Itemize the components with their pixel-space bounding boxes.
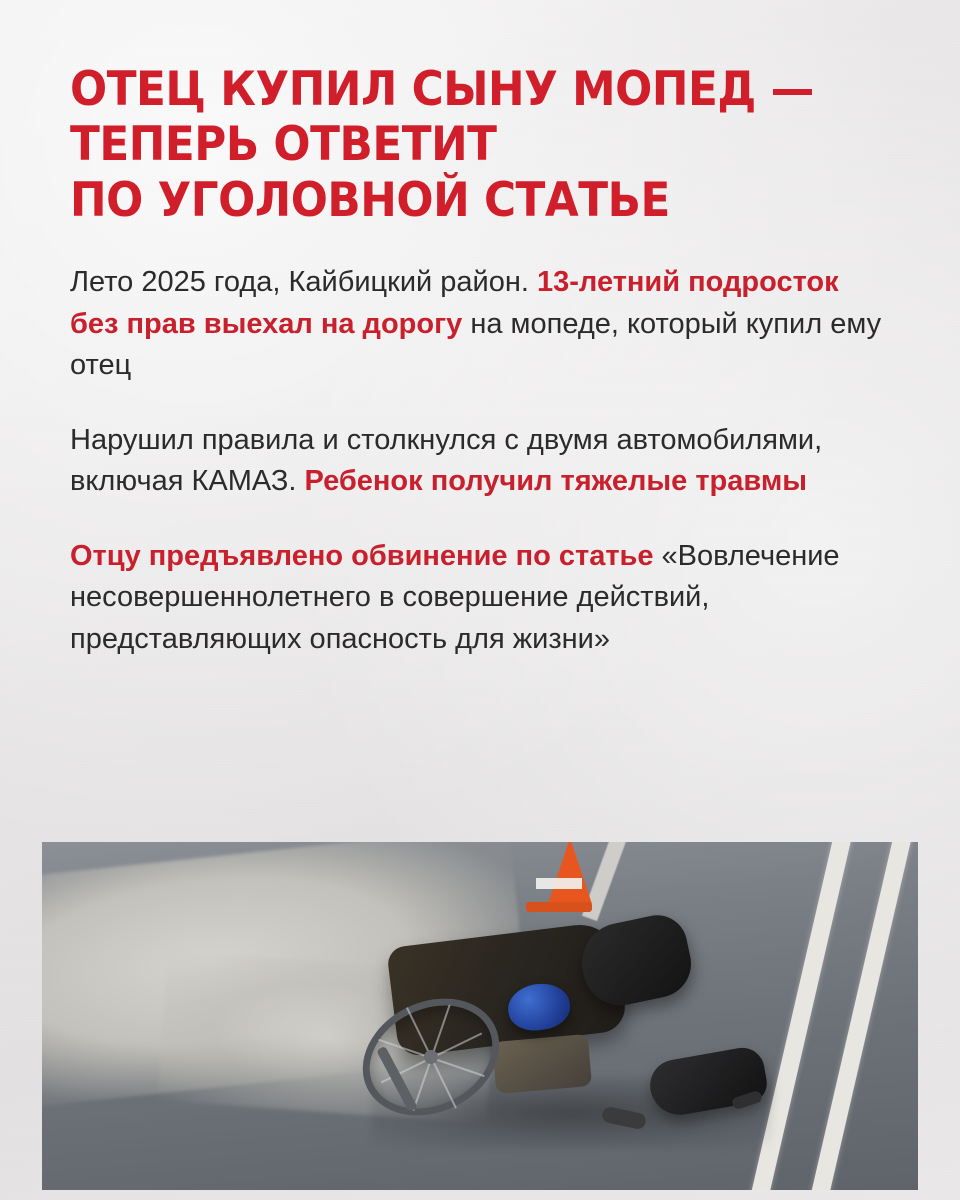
paragraph-2-segment-highlight: Ребенок получил тяжелые травмы [304,465,808,498]
photo-road-marking-right [799,842,918,1190]
photo-road-surface [42,842,918,1190]
moped-engine [492,1034,592,1094]
paragraph-1-segment-plain-lead: Лето 2025 года, Кайбицкий район. [70,266,538,299]
traffic-cone-icon [548,842,592,904]
body-paragraph-1 [70,262,890,386]
paragraph-3-segment-highlight: Отцу предъявлено обвинение по статье [70,540,654,573]
wheel-spoke [406,1007,457,1109]
paragraph-1-segment-plain-tail: на мопеде, который купил ему отец [70,307,882,381]
headline-line-2: ТЕПЕРЬ ОТВЕТИТ [70,117,497,173]
headline-line-1: ОТЕЦ КУПИЛ СЫНУ МОПЕД — [70,62,814,117]
paragraph-1-segment-highlight: 13-летний подросток без прав выехал на дорогу [70,266,839,340]
accident-photo [42,842,918,1190]
page-title [70,62,833,228]
wheel-spoke [412,1005,450,1112]
headline-line-3: ПО УГОЛОВНОЙ СТАТЬЕ [70,172,670,228]
body-paragraph-3 [70,536,890,660]
body-paragraph-2 [70,420,890,502]
paragraph-3-segment-plain-tail: «Вовлечение несовершеннолетнего в совершение действий, представляющих опасность для жизни» [70,540,840,655]
traffic-cone-base [526,902,592,912]
paragraph-2-segment-plain-lead: Нарушил правила и столкнулся с двумя автомобилями, включая КАМАЗ. [70,423,823,498]
traffic-cone-stripe [536,878,582,889]
